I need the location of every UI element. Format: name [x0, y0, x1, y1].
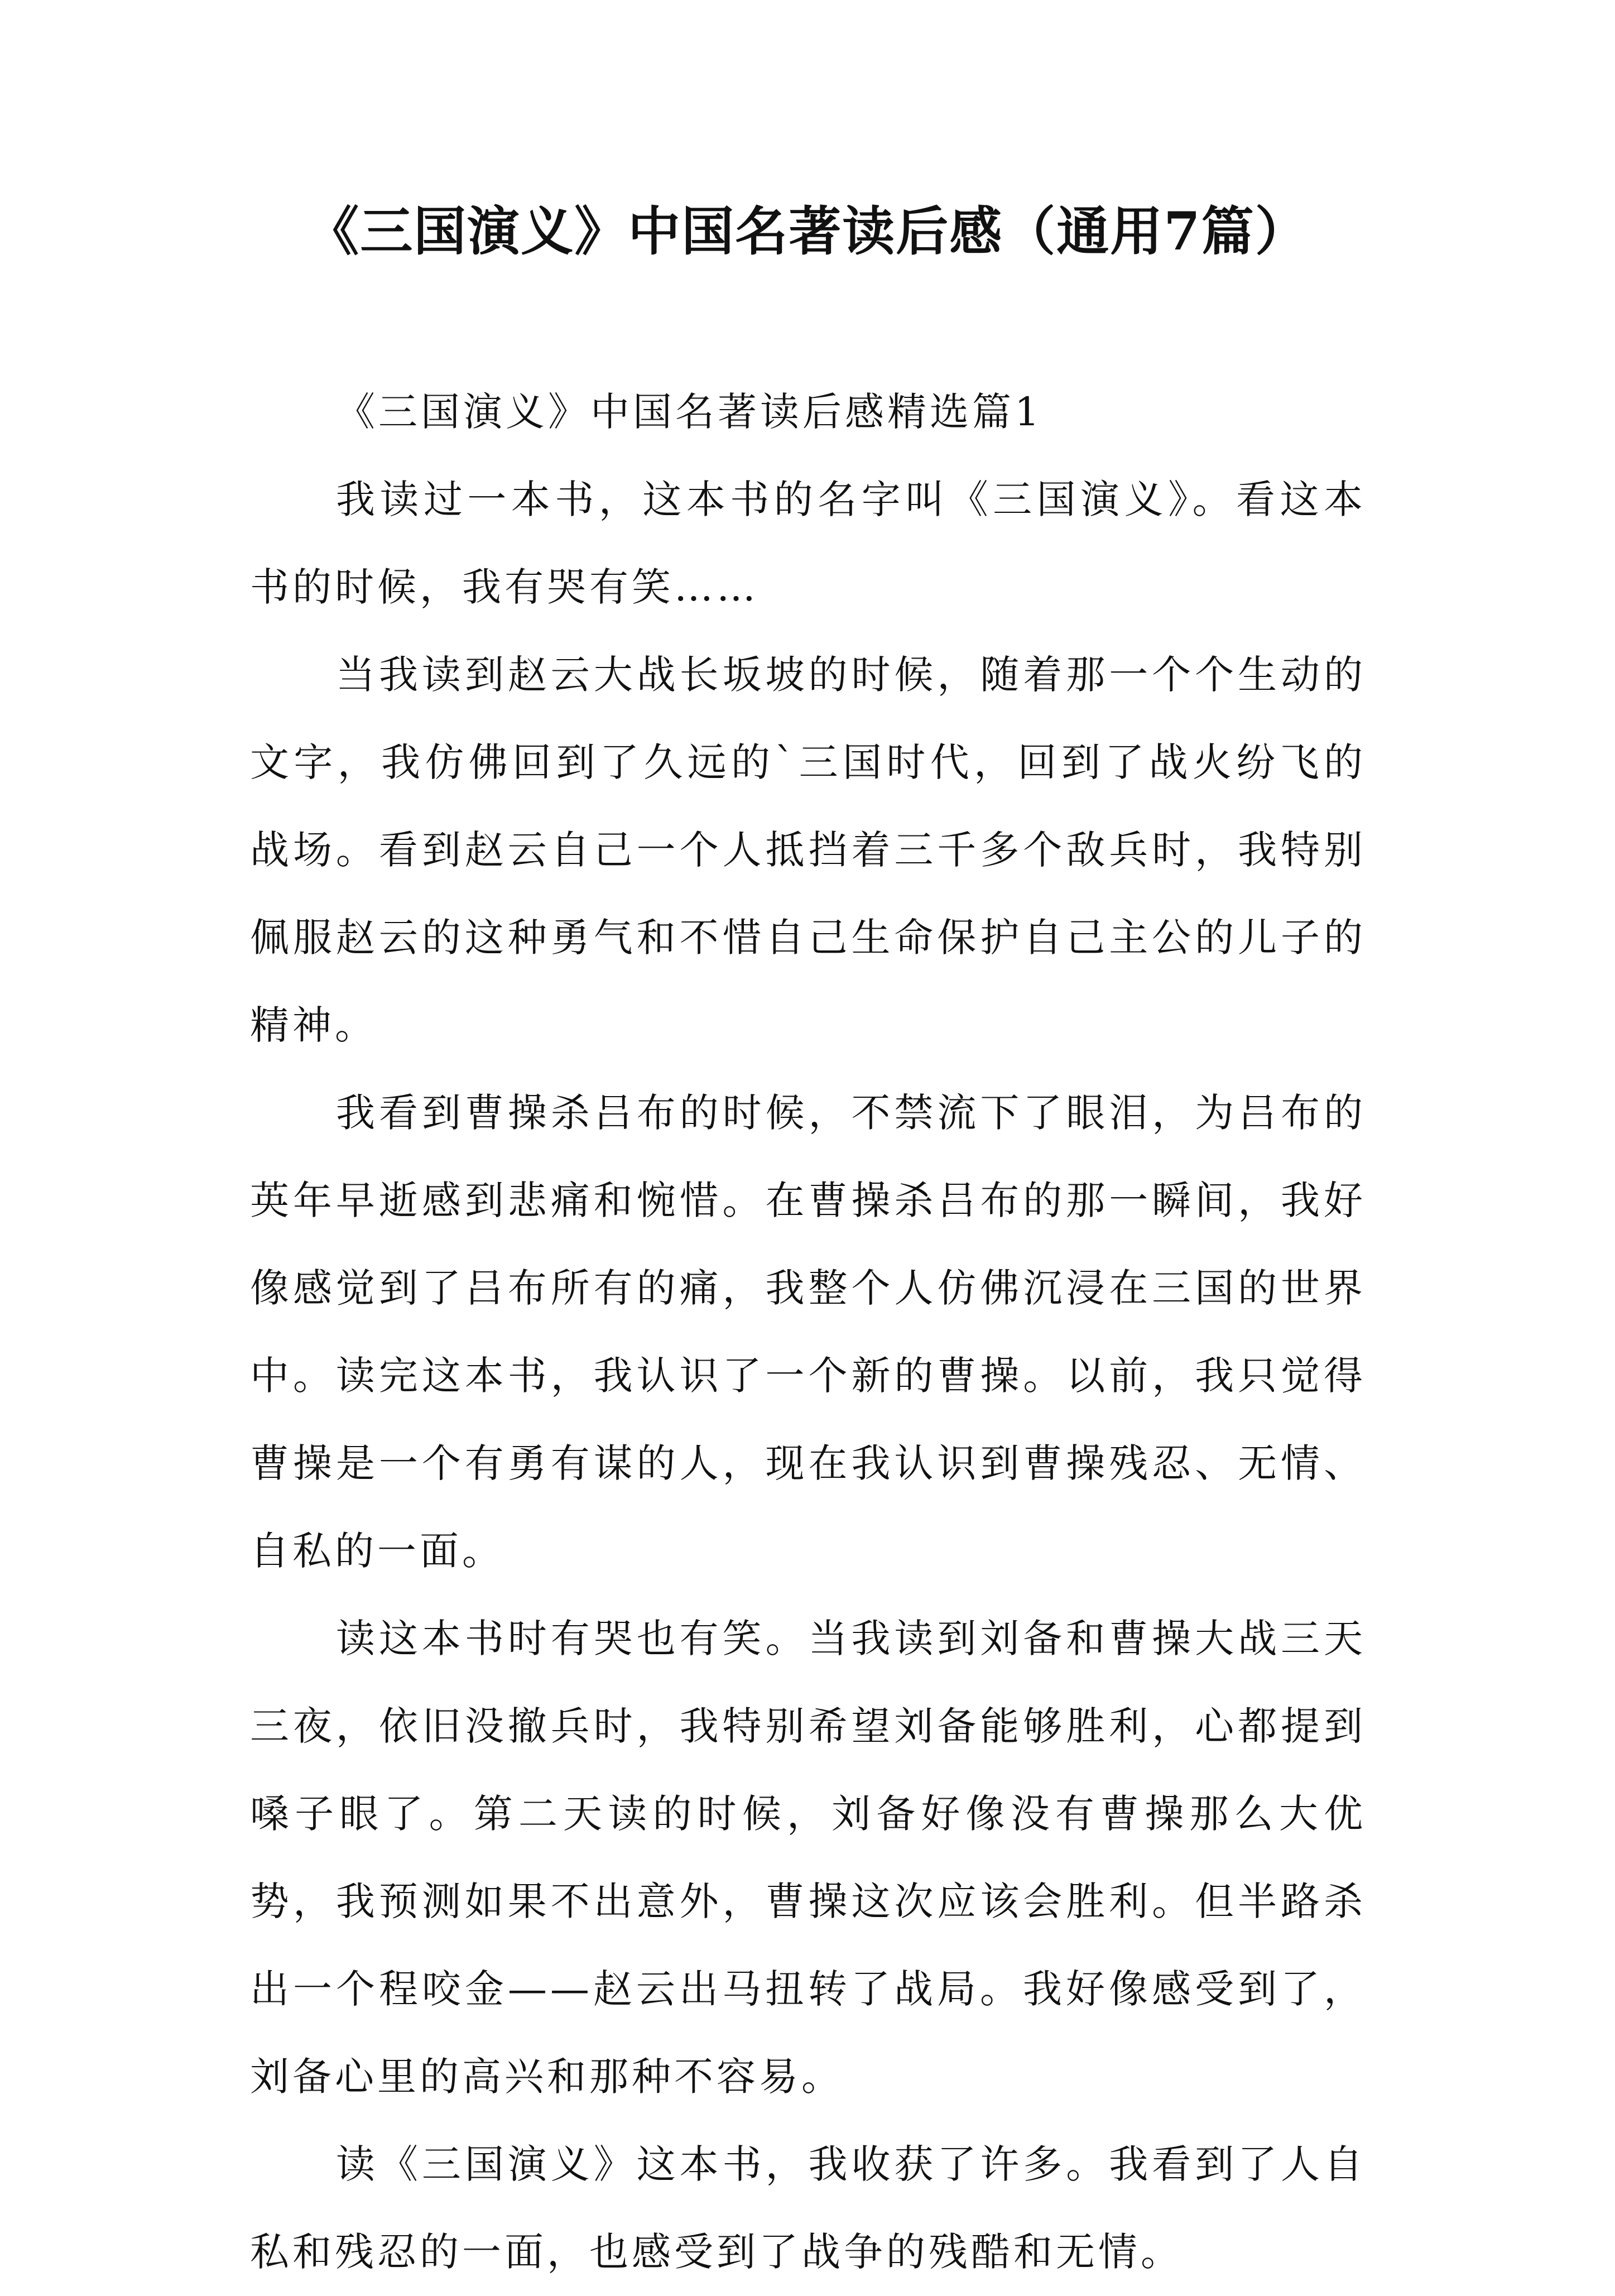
paragraph: 当我读到赵云大战长坂坡的时候，随着那一个个生动的文字，我仿佛回到了久远的`三国时代，回到了战火纷飞的战场。看到赵云自己一个人抵挡着三千多个敌兵时，我特别佩服赵云的这种勇气和不惜自己生命保护自己主公的儿子的精神。: [250, 652, 1366, 1048]
document-title: 《三国演义》中国名著读后感（通用7篇）: [306, 201, 1309, 262]
paragraph: 读《三国演义》这本书，我收获了许多。我看到了人自私和残忍的一面，也感受到了战争的残酷和无情。: [250, 2141, 1366, 2275]
paragraph: 我看到曹操杀吕布的时候，不禁流下了眼泪，为吕布的英年早逝感到悲痛和惋惜。在曹操杀吕布的那一瞬间，我好像感觉到了吕布所有的痛，我整个人仿佛沉浸在三国的世界中。读完这本书，我认识了一个新的曹操。以前，我只觉得曹操是一个有勇有谋的人，现在我认识到曹操残忍、无情、自私的一面。: [250, 1090, 1366, 1574]
paragraph: 读这本书时有哭也有笑。当我读到刘备和曹操大战三天三夜，依旧没撤兵时，我特别希望刘备能够胜利，心都提到嗓子眼了。第二天读的时候，刘备好像没有曹操那么大优势，我预测如果不出意外，曹操这次应该会胜利。但半路杀出一个程咬金——赵云出马扭转了战局。我好像感受到了，刘备心里的高兴和那种不容易。: [250, 1616, 1366, 2100]
document-body: [250, 368, 1366, 2296]
section-heading: 《三国演义》中国名著读后感精选篇1: [336, 389, 1043, 435]
paragraph: 我读过一本书，这本书的名字叫《三国演义》。看这本书的时候，我有哭有笑……: [250, 477, 1366, 610]
